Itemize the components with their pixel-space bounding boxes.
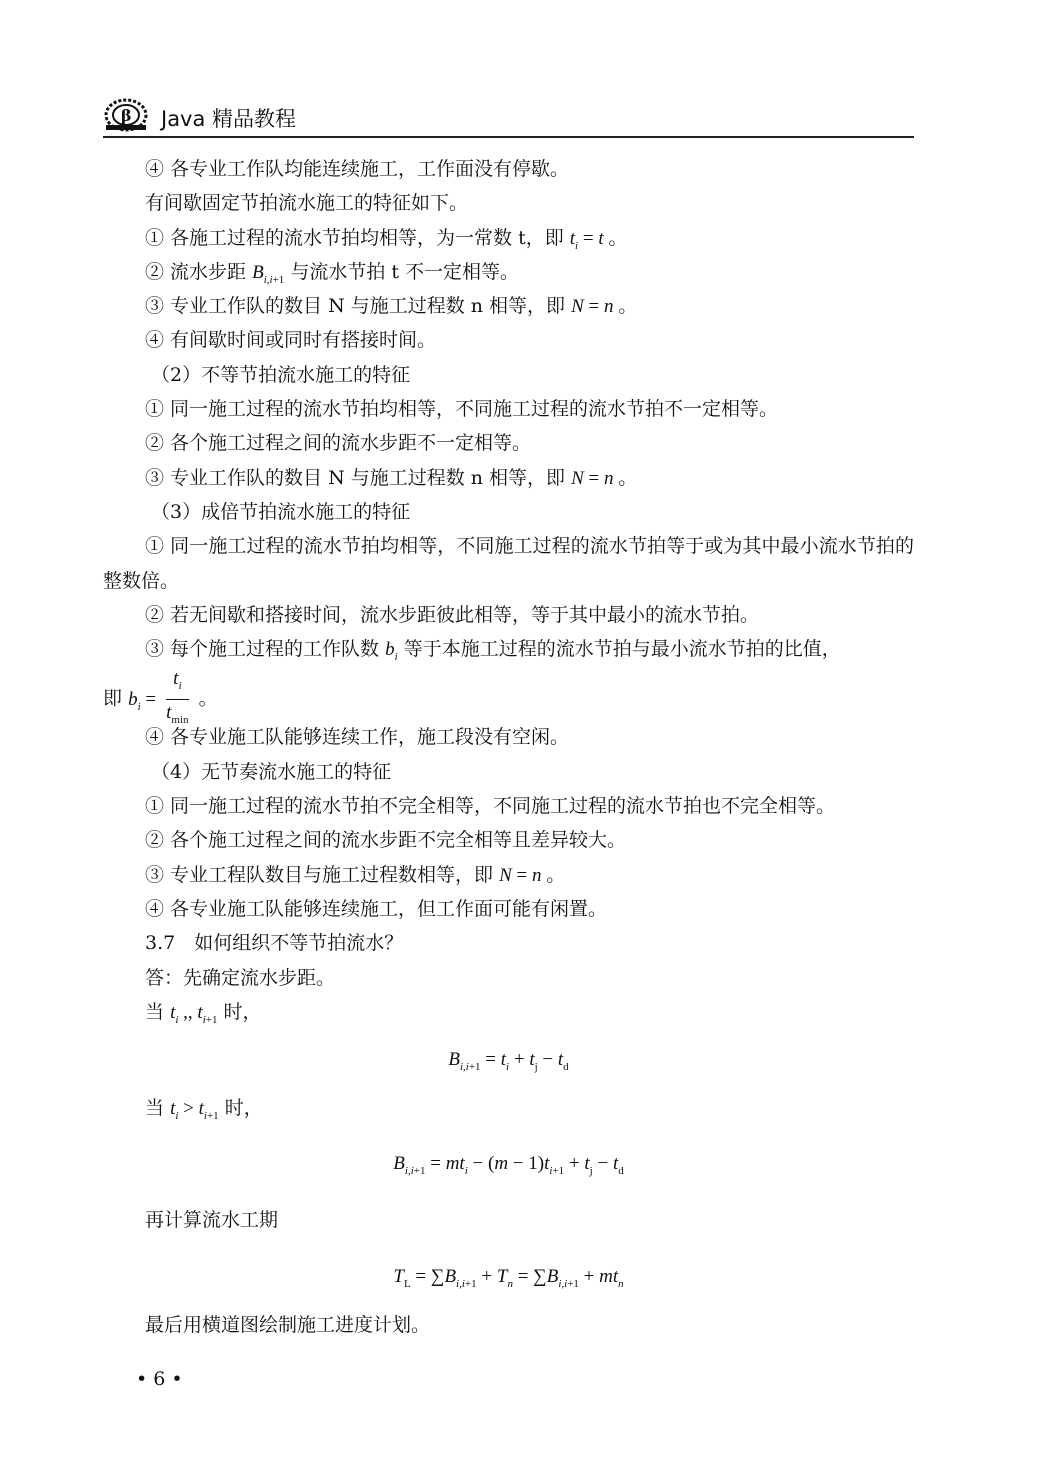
paragraph (103, 461, 914, 495)
paragraph: 再计算流水工期 (145, 1209, 279, 1232)
paragraph: ② 若无间歇和搭接时间，流水步距彼此相等，等于其中最小的流水节拍。 (145, 603, 760, 626)
text: 。 (198, 687, 218, 710)
text: ② 流水步距 (145, 260, 247, 283)
text: ③ 每个施工过程的工作队数 (145, 638, 380, 661)
text: 时， (224, 1097, 263, 1120)
inline-math: N = n 。 (499, 864, 566, 886)
fraction-numerator: $t_i$ (166, 666, 188, 700)
inline-math: $b_i$ (385, 639, 398, 663)
display-formula: $B_{i,i+1} = t_i + t_j - t_d$ (448, 1049, 569, 1073)
paragraph: ④ 各专业施工队能够连续工作，施工段没有空闲。 (145, 726, 570, 749)
paragraph (103, 221, 914, 255)
text: 即 (103, 687, 123, 710)
paragraph (103, 666, 914, 727)
inline-math: $b_i$ = (128, 688, 157, 713)
inline-math: N = n 。 (571, 296, 638, 318)
inline-math: $t_i$ ,, $t_{i+1}$ (170, 1001, 218, 1026)
paragraph: ① 同一施工过程的流水节拍均相等，不同施工过程的流水节拍不一定相等。 (145, 398, 779, 421)
inline-math: N = n 。 (571, 467, 638, 489)
fraction-denominator: $t_{min}$ (166, 702, 189, 727)
paragraph (103, 632, 914, 666)
paragraph: ① 同一施工过程的流水节拍不完全相等，不同施工过程的流水节拍也不完全相等。 (145, 795, 836, 818)
text: ③ 专业工作队的数目 N 与施工过程数 n 相等，即 (145, 295, 566, 318)
text: ③ 专业工程队数目与施工过程数相等，即 (145, 863, 494, 886)
page-body (103, 152, 914, 1342)
inline-math: $B_{i,i+1}$ (252, 261, 285, 286)
text: 等于本施工过程的流水节拍与最小流水节拍的比值， (403, 638, 841, 661)
section-heading: （3）成倍节拍流水施工的特征 (151, 500, 411, 523)
question-heading: 3.7 如何组织不等节拍流水？ (145, 932, 404, 955)
text: 当 (145, 1000, 165, 1023)
paragraph: 最后用横道图绘制施工进度计划。 (145, 1313, 431, 1336)
paragraph: ② 各个施工过程之间的流水步距不完全相等且差异较大。 (145, 829, 627, 852)
text: ③ 专业工作队的数目 N 与施工过程数 n 相等，即 (145, 466, 566, 489)
display-formula: $T_L = \sum B_{i,i+1} + T_n = \sum B_{i,i+1} + mt_n$ (393, 1265, 624, 1290)
paragraph: 有间歇固定节拍流水施工的特征如下。 (145, 192, 469, 215)
section-heading: （2）不等节拍流水施工的特征 (151, 363, 411, 386)
publisher-logo-icon (103, 98, 149, 132)
paragraph (103, 1091, 914, 1125)
paragraph (103, 289, 914, 323)
display-formula: $B_{i,i+1} = mt_i - (m - 1)t_{i+1} + t_j - t_d$ (393, 1153, 624, 1178)
paragraph (103, 858, 914, 892)
paragraph (103, 995, 914, 1029)
running-header (103, 96, 914, 138)
paragraph: ① 同一施工过程的流水节拍均相等，不同施工过程的流水节拍等于或为其中最小流水节拍的整数倍。 (103, 535, 914, 592)
paragraph: ④ 各专业工作队均能连续施工，工作面没有停歇。 (145, 158, 570, 180)
paragraph: ② 各个施工过程之间的流水步距不一定相等。 (145, 432, 532, 455)
inline-math: $t_i = t$ 。 (569, 227, 628, 252)
header-title: Java 精品教程 (161, 107, 297, 131)
paragraph: ④ 有间歇时间或同时有搭接时间。 (145, 329, 437, 352)
section-heading: （4）无节奏流水施工的特征 (151, 760, 392, 783)
paragraph: ④ 各专业施工队能够连续施工，但工作面可能有闲置。 (145, 897, 608, 920)
text: 时， (223, 1000, 262, 1023)
text: 与流水节拍 t 不一定相等。 (290, 260, 520, 283)
paragraph: 答：先确定流水步距。 (145, 966, 336, 989)
text: ① 各施工过程的流水节拍均相等，为一常数 t，即 (145, 226, 564, 249)
text: 当 (145, 1097, 165, 1120)
svg-text:β: β (121, 106, 132, 125)
inline-math: $t_i > t_{i+1}$ (170, 1098, 219, 1122)
paragraph (103, 255, 914, 289)
page-number: • 6 • (136, 1368, 183, 1390)
